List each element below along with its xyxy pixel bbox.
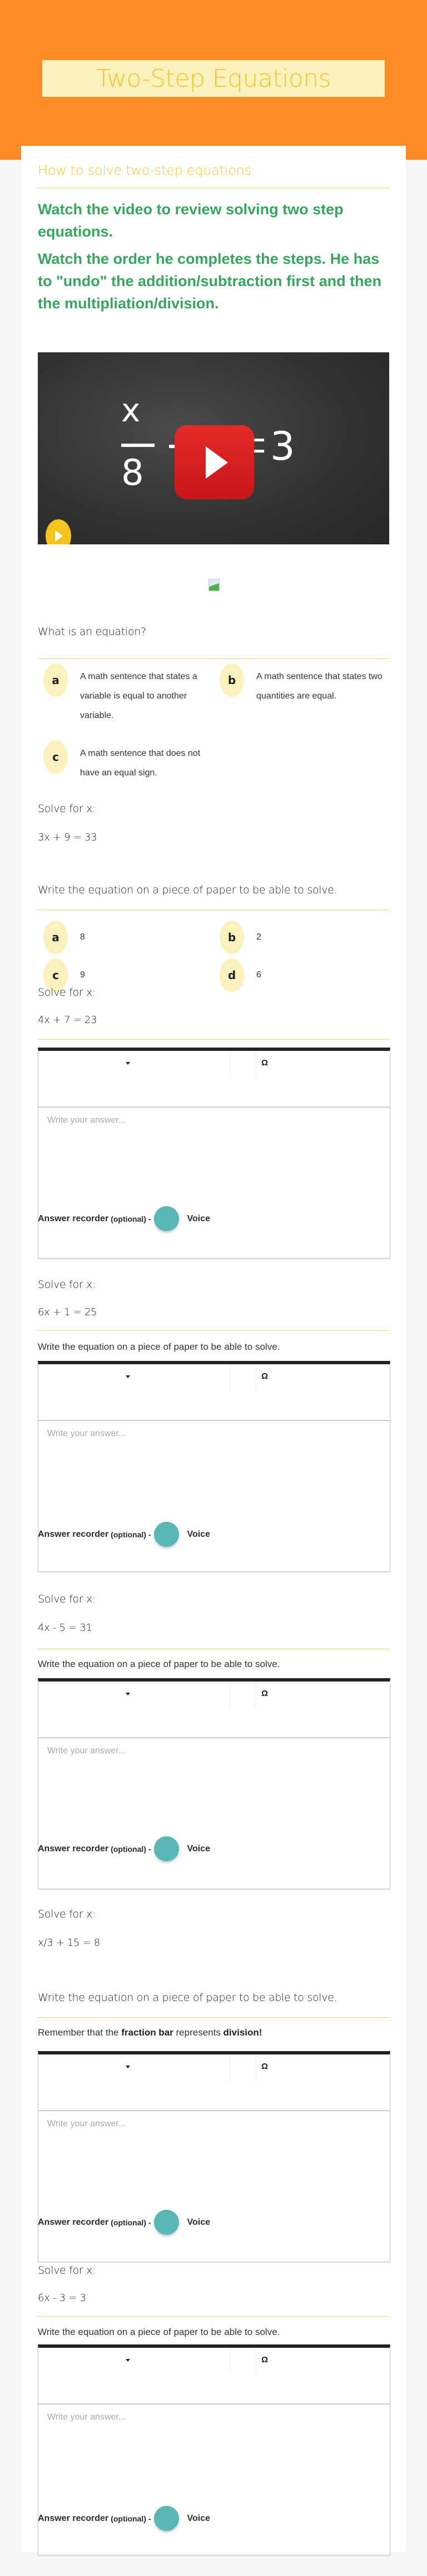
video-fraction-bar xyxy=(121,444,155,447)
record-button[interactable] xyxy=(154,2506,179,2531)
reminder-bold-fraction-bar: fraction bar xyxy=(121,2027,173,2038)
broken-image-icon xyxy=(208,579,220,591)
question-prompt: Write the equation on a piece of paper to be able to solve. xyxy=(38,884,337,896)
special-character-icon[interactable]: Ω xyxy=(261,1689,269,1698)
question-instruction: Write the equation on a piece of paper to be able to solve. xyxy=(38,1659,280,1669)
divider xyxy=(38,2017,389,2018)
recorder-optional: (optional) - xyxy=(111,1214,151,1223)
special-character-icon[interactable]: Ω xyxy=(261,2355,269,2364)
question-prompt: What is an equation? xyxy=(38,626,146,638)
recorder-label: Answer recorder xyxy=(38,1843,109,1854)
video-numerator: x xyxy=(121,391,141,429)
question-label: Solve for x: xyxy=(38,2264,96,2277)
editor-toolbar xyxy=(38,1364,390,1421)
recorder-optional: (optional) - xyxy=(111,2514,151,2523)
answer-input[interactable]: Write your answer... xyxy=(47,1746,126,1756)
recorder-label: Answer recorder xyxy=(38,1213,109,1223)
editor-toolbar xyxy=(38,2348,390,2405)
intro-heading: How to solve two-step equations: xyxy=(38,163,256,178)
question-equation: 3x + 9 = 33 xyxy=(38,832,97,843)
answer-input[interactable]: Write your answer... xyxy=(47,2412,126,2422)
recorder-label: Answer recorder xyxy=(38,2513,109,2523)
question-label: Solve for x: xyxy=(38,1279,96,1291)
answer-input[interactable]: Write your answer... xyxy=(47,1115,126,1125)
recorder-optional: (optional) - xyxy=(111,2218,151,2227)
question-reminder xyxy=(38,2027,262,2038)
reminder-text: Remember that the xyxy=(38,2027,122,2038)
question-label: Solve for x: xyxy=(38,1908,96,1920)
special-character-icon[interactable]: Ω xyxy=(261,1058,269,1068)
recorder-voice-label: Voice xyxy=(187,2217,210,2227)
worksheet-card xyxy=(21,146,406,2552)
divider xyxy=(38,1330,389,1331)
question-instruction: Write the equation on a piece of paper to be able to solve. xyxy=(38,2327,280,2337)
answer-recorder xyxy=(38,2210,210,2235)
reminder-text: represents xyxy=(173,2027,224,2038)
option-a[interactable]: a xyxy=(43,663,68,697)
recorder-optional: (optional) - xyxy=(111,1844,151,1854)
divider xyxy=(38,1039,389,1040)
format-dropdown-caret-icon[interactable] xyxy=(126,1375,130,1378)
question-equation: 4x - 5 = 31 xyxy=(38,1622,92,1634)
video-denominator: 8 xyxy=(121,453,144,494)
recorder-label: Answer recorder xyxy=(38,1529,109,1539)
answer-recorder xyxy=(38,1836,210,1861)
recorder-optional: (optional) - xyxy=(111,1530,151,1539)
editor-toolbar xyxy=(38,1051,390,1108)
divider xyxy=(38,658,389,659)
format-dropdown-caret-icon[interactable] xyxy=(126,2066,130,2068)
page-title: Two-Step Equations xyxy=(96,64,331,93)
play-badge-icon[interactable] xyxy=(46,519,71,544)
option-d-text[interactable]: 6 xyxy=(256,970,261,980)
recorder-voice-label: Voice xyxy=(187,1843,210,1854)
record-button[interactable] xyxy=(154,2210,179,2235)
question-label: Solve for x: xyxy=(38,803,96,815)
video-player[interactable] xyxy=(38,352,389,544)
option-b[interactable]: b xyxy=(220,663,244,697)
recorder-label: Answer recorder xyxy=(38,2217,109,2227)
option-c[interactable]: c xyxy=(43,958,68,992)
special-character-icon[interactable]: Ω xyxy=(261,2062,269,2071)
recorder-voice-label: Voice xyxy=(187,1213,210,1223)
recorder-voice-label: Voice xyxy=(187,1529,210,1539)
option-a-text[interactable]: A math sentence that states a variable is equal to another variable. xyxy=(80,672,197,720)
editor-toolbar xyxy=(38,2054,390,2111)
question-equation: 4x + 7 = 23 xyxy=(38,1014,97,1026)
format-dropdown-caret-icon[interactable] xyxy=(126,1062,130,1065)
record-button[interactable] xyxy=(154,1522,179,1547)
format-dropdown-caret-icon[interactable] xyxy=(126,2359,130,2362)
special-character-icon[interactable]: Ω xyxy=(261,1371,269,1381)
answer-input[interactable]: Write your answer... xyxy=(47,2119,126,2128)
editor-toolbar xyxy=(38,1682,390,1738)
option-a[interactable]: a xyxy=(43,921,68,954)
option-d[interactable]: d xyxy=(220,958,244,992)
title-box xyxy=(42,60,385,97)
question-equation: x/3 + 15 = 8 xyxy=(38,1937,100,1949)
video-rhs: 3 xyxy=(270,424,295,469)
option-c[interactable]: c xyxy=(43,740,68,774)
question-equation: 6x + 1 = 25 xyxy=(38,1306,97,1318)
option-c-text[interactable]: 9 xyxy=(80,970,85,980)
question-instruction: Write the equation on a piece of paper to be able to solve. xyxy=(38,1341,280,1352)
answer-input[interactable]: Write your answer... xyxy=(47,1429,126,1438)
reminder-bold-division: division! xyxy=(223,2027,262,2038)
option-b-text[interactable]: A math sentence that states two quantities are equal. xyxy=(256,672,383,701)
option-c-text[interactable]: A math sentence that does not have an equal sign. xyxy=(80,749,201,778)
intro-paragraph-1: Watch the video to review solving two step equations. xyxy=(38,201,344,240)
answer-recorder xyxy=(38,1522,210,1547)
question-label: Solve for x: xyxy=(38,986,96,999)
question-equation: 6x - 3 = 3 xyxy=(38,2292,86,2304)
answer-recorder xyxy=(38,1206,210,1231)
intro-paragraph-2: Watch the order he completes the steps. He has to "undo" the addition/subtraction first and then the multipliation/division. xyxy=(38,250,382,312)
record-button[interactable] xyxy=(154,1836,179,1861)
youtube-play-icon[interactable] xyxy=(175,425,254,499)
recorder-voice-label: Voice xyxy=(187,2513,210,2523)
option-a-text[interactable]: 8 xyxy=(80,932,85,942)
question-prompt: Write the equation on a piece of paper to be able to solve. xyxy=(38,1992,337,2004)
option-b-text[interactable]: 2 xyxy=(256,932,261,942)
format-dropdown-caret-icon[interactable] xyxy=(126,1693,130,1695)
question-label: Solve for x: xyxy=(38,1593,96,1605)
divider xyxy=(38,2316,389,2317)
record-button[interactable] xyxy=(154,1206,179,1231)
option-b[interactable]: b xyxy=(220,921,244,954)
answer-recorder xyxy=(38,2506,210,2531)
